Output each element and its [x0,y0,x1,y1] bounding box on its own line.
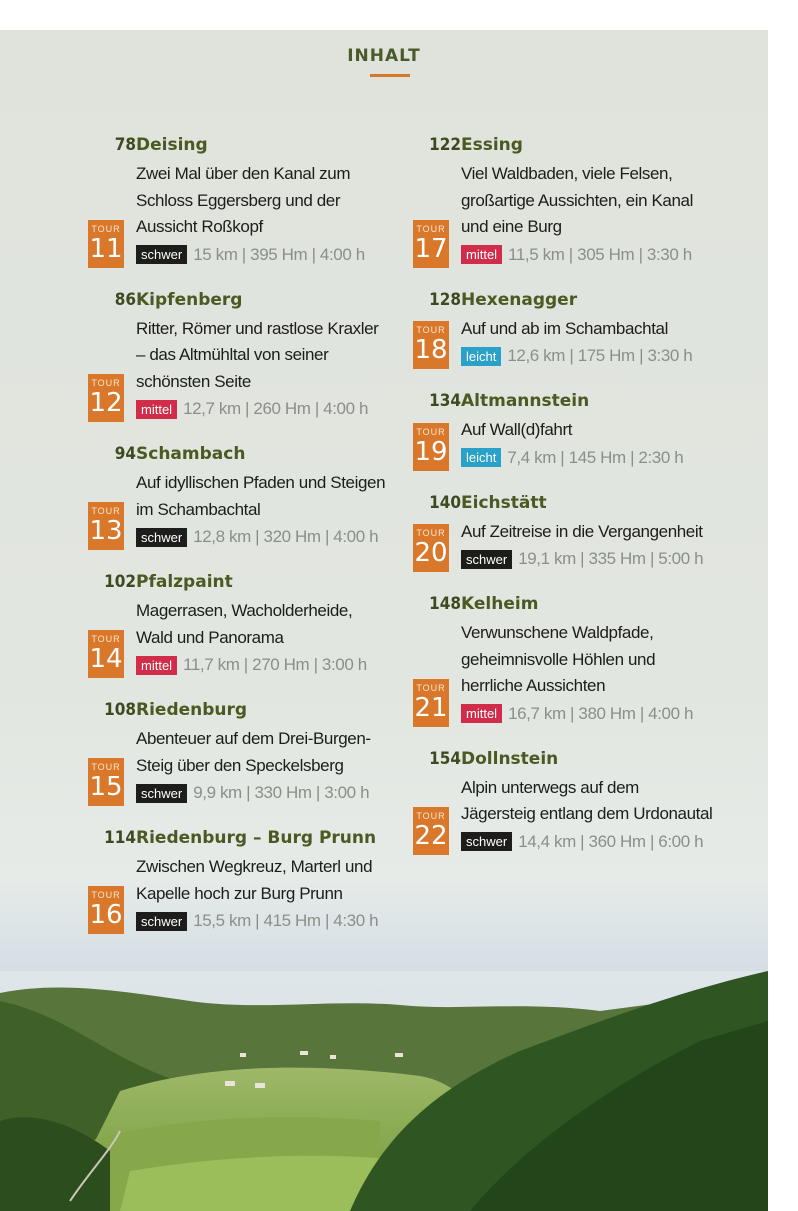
tour-label: TOUR [91,890,121,900]
entry-page-number: 134 [429,391,461,411]
page-title: INHALT [347,46,421,66]
entry-place: Dollnstein [461,748,559,769]
difficulty-badge: mittel [461,704,502,723]
difficulty-badge: schwer [461,832,512,851]
tour-stats: 7,4 km | 145 Hm | 2:30 h [507,447,684,467]
entry-page-number: 102 [104,572,136,592]
tour-stats: 12,8 km | 320 Hm | 4:00 h [193,527,379,546]
tour-number: 13 [89,516,123,546]
entry-description: Viel Waldbaden, viele Felsen, großartige Aussichten, ein Kanal und eine Burg [461,164,693,236]
entry-description: Magerrasen, Wacholderheide, Wald und Panorama [136,601,353,647]
entry-description: Zwischen Wegkreuz, Marterl und Kapelle hoch zur Burg Prunn [136,857,373,903]
toc-entry-tour-14[interactable] [88,572,388,678]
toc-entry-tour-11[interactable] [88,135,388,268]
tour-badge [88,502,124,550]
entry-description: Alpin unterwegs auf dem Jägersteig entlang dem Urdonautal [461,777,713,823]
entry-place: Riedenburg [136,700,248,720]
valley-landscape-photo [0,971,768,1211]
entry-description: Auf und ab im Schambachtal [461,318,668,338]
difficulty-badge: schwer [136,912,187,931]
entry-page-number: 108 [104,700,136,720]
toc-entry-tour-22[interactable] [413,749,713,855]
tour-label: TOUR [416,528,446,538]
tour-badge [88,220,124,268]
tour-stats: 16,7 km | 380 Hm | 4:00 h [508,703,694,723]
entry-description: Ritter, Römer und rastlose Kraxler – das Altmühltal von seiner schönsten Seite [136,318,379,391]
entry-page-number: 154 [429,748,461,769]
entry-description: Auf Wall(d)fahrt [461,420,573,439]
entry-page-number: 122 [429,135,461,155]
toc-entry-tour-15[interactable] [88,700,388,806]
tour-label: TOUR [416,810,446,821]
tour-label: TOUR [91,378,121,388]
entry-description: Auf idyllischen Pfaden und Steigen im Schambachtal [136,473,386,519]
entry-place: Pfalzpaint [136,572,233,592]
entry-page-number: 128 [429,289,461,310]
entry-place: Schambach [136,444,246,464]
toc-entry-tour-16[interactable] [88,828,388,934]
entry-description: Auf Zeitreise in die Vergangenheit [461,521,703,541]
tour-number: 19 [414,436,448,467]
difficulty-badge: schwer [136,528,187,547]
tour-badge [413,220,449,268]
entry-place: Kelheim [461,594,539,614]
toc-entry-tour-13[interactable] [88,444,388,550]
tour-label: TOUR [91,223,121,234]
tour-number: 18 [414,335,448,365]
tour-stats: 11,5 km | 305 Hm | 3:30 h [508,244,692,264]
toc-entry-tour-19[interactable] [413,391,713,471]
entry-place: Deising [136,135,208,155]
difficulty-badge: schwer [136,245,187,264]
entry-page-number: 86 [114,289,136,310]
tour-badge [413,423,449,471]
tour-label: TOUR [416,682,446,693]
tour-stats: 11,7 km | 270 Hm | 3:00 h [183,655,367,674]
tour-stats: 15,5 km | 415 Hm | 4:30 h [193,911,379,930]
tour-number: 21 [414,692,448,723]
entry-page-number: 140 [429,492,461,513]
page-margin [768,0,798,1211]
entry-description: Zwei Mal über den Kanal zum Schloss Eggersberg und der Aussicht Roßkopf [136,164,351,236]
tour-badge [413,679,449,727]
tour-stats: 12,7 km | 260 Hm | 4:00 h [183,399,369,418]
difficulty-badge: leicht [461,448,501,467]
tour-badge [413,807,449,855]
tour-badge [88,886,124,934]
entry-place: Kipfenberg [136,289,243,310]
tour-badge [413,321,449,369]
tour-label: TOUR [91,762,121,772]
difficulty-badge: schwer [461,550,512,569]
toc-entry-tour-20[interactable] [413,493,713,573]
tour-label: TOUR [91,634,121,644]
entry-place: Altmannstein [461,391,590,411]
tour-stats: 19,1 km | 335 Hm | 5:00 h [518,549,704,568]
entry-page-number: 114 [104,828,136,848]
tour-number: 11 [89,233,123,264]
tour-badge [413,524,449,572]
tour-number: 16 [89,900,123,930]
toc-column-right [413,135,713,877]
toc-entry-tour-17[interactable] [413,135,713,268]
tour-number: 22 [414,820,448,851]
difficulty-badge: mittel [461,245,502,264]
toc-entry-tour-12[interactable] [88,290,388,423]
tour-number: 14 [89,644,123,674]
difficulty-badge: mittel [136,400,177,419]
tour-badge [88,374,124,422]
toc-column-left [88,135,388,956]
tour-label: TOUR [416,426,446,437]
toc-entry-tour-18[interactable] [413,290,713,370]
entry-place: Riedenburg – Burg Prunn [136,828,377,848]
tour-number: 17 [414,233,448,264]
entry-description: Abenteuer auf dem Drei-Burgen-Steig über den Speckelsberg [136,729,371,775]
tour-label: TOUR [416,223,446,234]
difficulty-badge: schwer [136,784,187,803]
tour-badge [88,630,124,678]
tour-stats: 15 km | 395 Hm | 4:00 h [193,244,365,264]
tour-stats: 12,6 km | 175 Hm | 3:30 h [507,346,693,365]
difficulty-badge: leicht [461,347,501,366]
entry-page-number: 94 [114,444,136,464]
entry-description: Verwunschene Waldpfade, geheimnisvolle Höhlen und herrliche Aussichten [461,623,656,695]
tour-stats: 9,9 km | 330 Hm | 3:00 h [193,783,370,802]
entry-place: Eichstätt [461,492,547,513]
entry-place: Essing [461,135,523,155]
tour-label: TOUR [91,506,121,516]
tour-number: 12 [89,388,123,418]
tour-number: 15 [89,772,123,802]
difficulty-badge: mittel [136,656,177,675]
tour-stats: 14,4 km | 360 Hm | 6:00 h [518,831,704,851]
toc-entry-tour-21[interactable] [413,594,713,727]
title-underline [370,74,410,77]
entry-place: Hexenagger [461,289,578,310]
entry-page-number: 148 [429,594,461,614]
toc-page [0,30,768,1211]
tour-number: 20 [414,538,448,568]
tour-badge [88,758,124,806]
entry-page-number: 78 [114,135,136,155]
tour-label: TOUR [416,325,446,335]
